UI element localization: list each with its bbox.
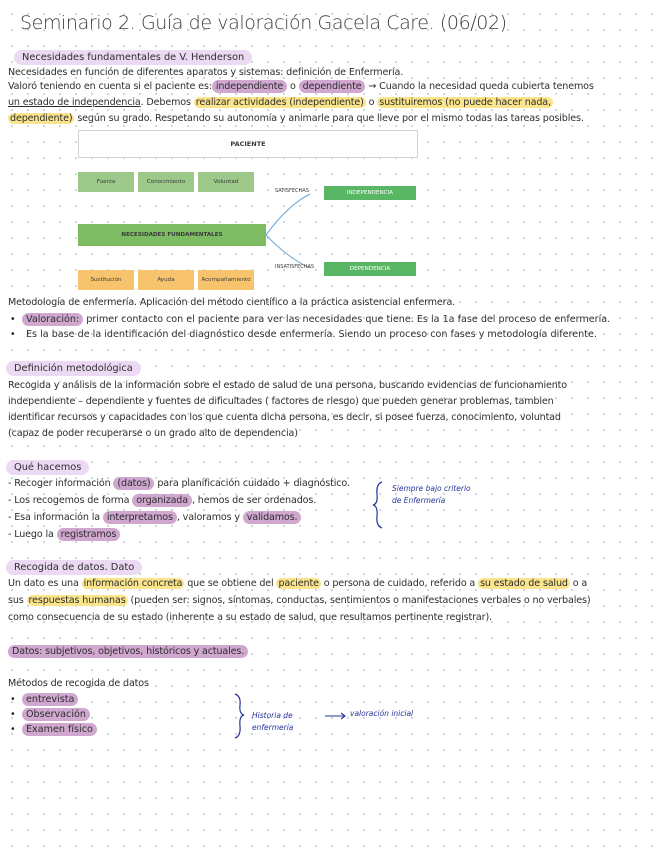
list-item: • Es la base de la identificación del diagnóstico desde enfermería. Siendo un proceso con fases y metodología diferente. (8, 327, 644, 342)
box-voluntad: Voluntad (198, 172, 254, 192)
definicion-line-3: identificar recursos y capacidades con los que cuenta dicha persona, es decir, si posee fuerza, conocimiento, voluntad (8, 412, 561, 423)
metodologia-line: Metodología de enfermería. Aplicación del método científico a la práctica asistencial enfermera. (8, 297, 456, 308)
henderson-diagram (78, 130, 418, 292)
label-satisfechas: SATISFECHAS (275, 188, 309, 194)
metodos-list (8, 692, 208, 737)
henderson-line-3: un estado de independencia. Debemos realizar actividades (independiente) o sustituiremos (no puede hacer nada, (8, 97, 551, 108)
henderson-line-1: Necesidades en función de diferentes aparatos y sistemas: definición de Enfermería. (8, 67, 404, 78)
box-dependencia: DEPENDENCIA (324, 262, 416, 276)
recogida-line-2: sus respuestas humanas (pueden ser: signos, síntomas, conductas, sentimientos o manifestaciones verbales o no verbales) (8, 595, 591, 606)
definicion-line-4: (capaz de poder recuperarse o un grado alto de dependencia) (8, 428, 298, 439)
handwritten-note-criterio: Siempre bajo criterio de Enfermería (392, 484, 471, 505)
box-necesidades-fundamentales: NECESIDADES FUNDAMENTALES (78, 224, 266, 246)
list-item: • Observación (8, 707, 208, 722)
handwritten-note-historia: Historia de enfermería (252, 711, 294, 732)
box-sustitucion: Sustitución (78, 270, 134, 290)
heading-definicion: Definición metodológica (6, 361, 141, 376)
heading-metodos: Métodos de recogida de datos (8, 678, 149, 689)
highlight-dependiente: dependiente (299, 80, 366, 93)
definicion-line-1: Recogida y análisis de la información sobre el estado de salud de una persona, buscando evidencias de funcionamiento (8, 380, 568, 391)
list-item: • entrevista (8, 692, 208, 707)
recogida-line-3: como consecuencia de su estado (inherente a su estado de salud, que resultamos pertinente registrar). (8, 612, 492, 623)
box-fuerza: Fuerza (78, 172, 134, 192)
page-title: Seminario 2. Guía de valoración Gacela Care. (06/02) (20, 12, 507, 34)
que-hacemos-item-1: - Recoger información (datos) para planificación cuidado + diagnóstico. (8, 478, 350, 489)
definicion-line-2: independiente – dependiente y fuentes de dificultades ( factores de riesgo) que pueden generar problemas, tambien (8, 396, 554, 407)
heading-henderson: Necesidades fundamentales de V. Henderson (14, 50, 252, 65)
box-acompanamiento: Acompañamiento (198, 270, 254, 290)
handwritten-note-valoracion: valoración inicial (350, 709, 414, 718)
datos-line: Datos: subjetivos, objetivos, históricos y actuales. (8, 645, 248, 659)
metodologia-list (8, 312, 644, 342)
highlight-independiente: independiente (212, 80, 287, 93)
que-hacemos-item-4: - Luego la registramos (8, 528, 378, 542)
que-hacemos-item-2: - Los recogemos de forma organizada , hemos de ser ordenados. (8, 495, 317, 506)
box-independencia: INDEPENDENCIA (324, 186, 416, 200)
recogida-line-1: Un dato es una información concreta que se obtiene del paciente o persona de cuidado, referido a su estado de salud o a (8, 578, 588, 589)
bracket-icon (372, 480, 386, 530)
henderson-line-2: Valoró teniendo en cuenta si el paciente es: independiente o dependiente → Cuando la necesidad queda cubierta tenemos (8, 81, 594, 92)
bracket-icon (232, 692, 246, 740)
list-item: • Examen físico (8, 722, 208, 737)
henderson-line-4: dependiente) según su grado. Respetando su autonomía y animarle para que lleve por el mismo todas las tareas posibles. (10, 113, 584, 124)
box-ayuda: Ayuda (138, 270, 194, 290)
heading-que-hacemos: Qué hacemos (6, 460, 89, 475)
que-hacemos-item-3: - Esa información la interpretamos , valoramos y validamos. (8, 511, 378, 525)
box-conocimiento: Conocimiento (138, 172, 194, 192)
label-insatisfechas: INSATISFECHAS (275, 264, 315, 270)
heading-recogida: Recogida de datos. Dato (6, 560, 142, 575)
list-item: • Valoración: primer contacto con el paciente para ver las necesidades que tiene. Es la 1a fase del proceso de enfermería. (8, 312, 644, 327)
arrow-right-icon (324, 711, 348, 721)
box-paciente: PACIENTE (78, 130, 418, 158)
